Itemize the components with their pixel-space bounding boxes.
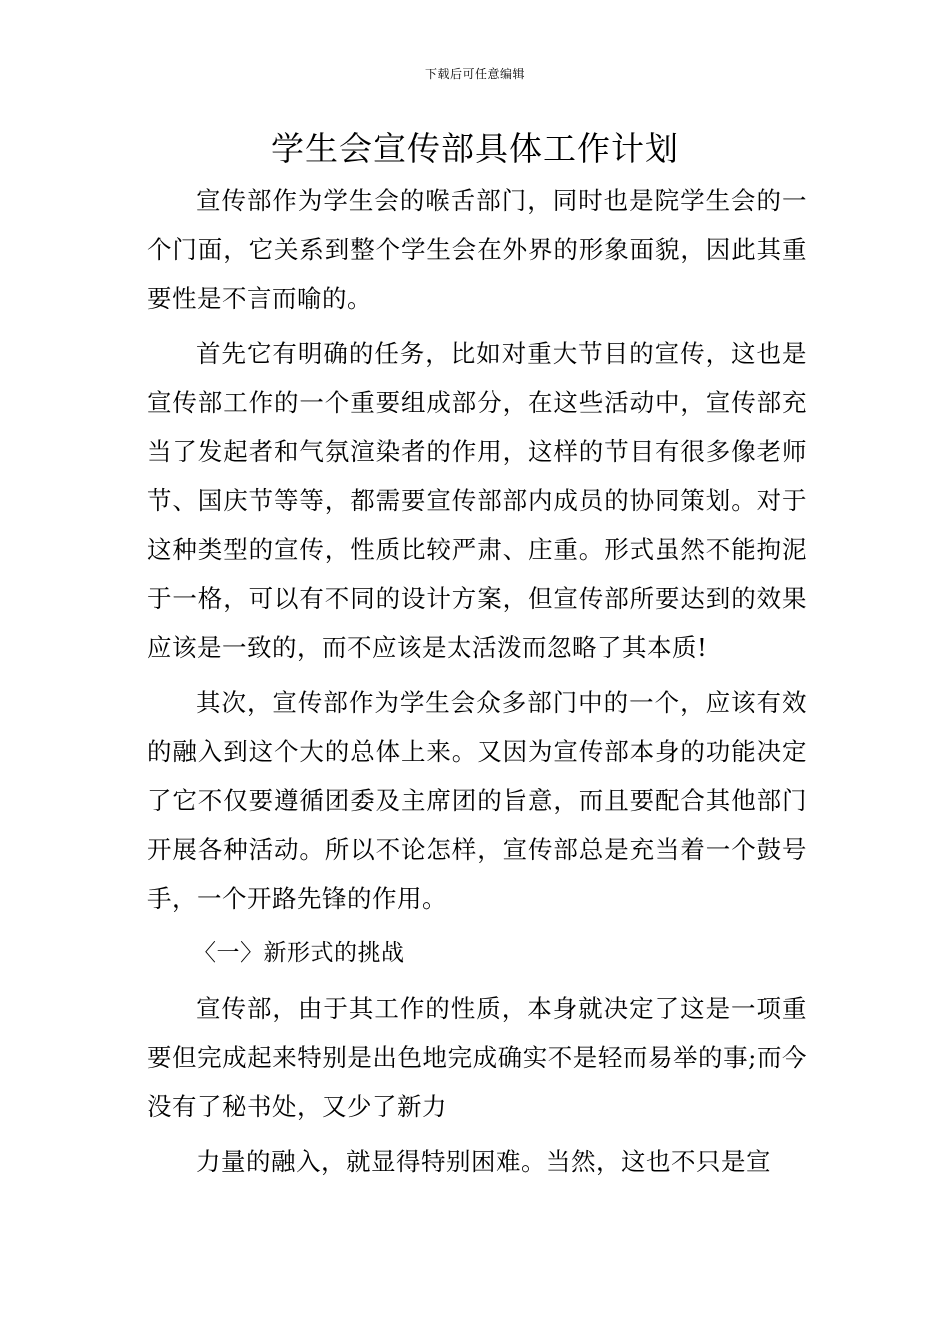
section-heading: 〈一〉新形式的挑战 [193, 940, 405, 966]
document-body [147, 176, 807, 1192]
paragraph-challenge: 宣传部，由于其工作的性质，本身就决定了这是一项重要但完成起来特别是出色地完成确实不是轻而易举的事;而今没有了秘书处，又少了新力 [147, 994, 807, 1121]
paragraph-first-task: 首先它有明确的任务，比如对重大节目的宣传，这也是宣传部工作的一个重要组成部分，在这些活动中，宣传部充当了发起者和气氛渲染者的作用，这样的节目有很多像老师节、国庆节等等，都需要宣传部部内成员的协同策划。对于这种类型的宣传，性质比较严肃、庄重。形式虽然不能拘泥于一格，可以有不同的设计方案，但宣传部所要达到的效果应该是一致的，而不应该是太活泼而忽略了其本质! [147, 339, 807, 662]
paragraph-intro: 宣传部作为学生会的喉舌部门，同时也是院学生会的一个门面，它关系到整个学生会在外界的形象面貌，因此其重要性是不言而喻的。 [147, 186, 807, 313]
paragraph-continued: 力量的融入，就显得特别困难。当然，这也不只是宣 [196, 1147, 771, 1176]
header-note: 下载后可任意编辑 [424, 67, 525, 81]
document-title: 学生会宣传部具体工作计划 [271, 129, 679, 168]
paragraph-second-role: 其次，宣传部作为学生会众多部门中的一个，应该有效的融入到这个大的总体上来。又因为宣传部本身的功能决定了它不仅要遵循团委及主席团的旨意，而且要配合其他部门开展各种活动。所以不论怎样，宣传部总是充当着一个鼓号手，一个开路先锋的作用。 [147, 688, 807, 913]
